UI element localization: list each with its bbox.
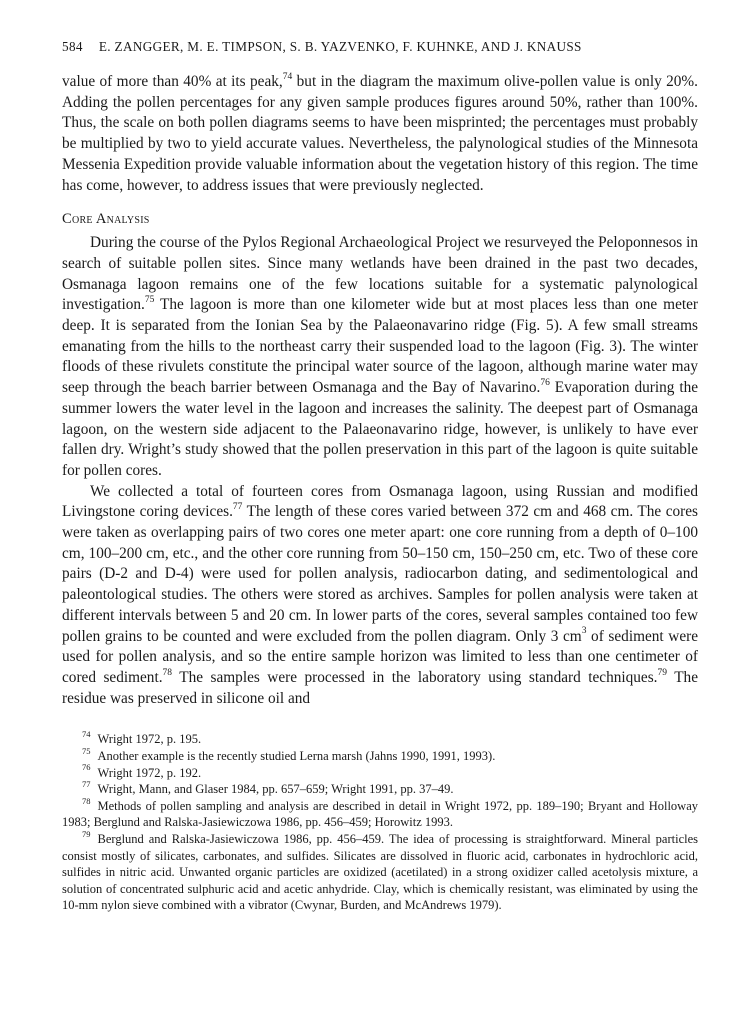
text-run: The lagoon is more than one kilometer wide but at most places less than one meter deep. It is separated from the Ionian Sea by the Palaeonavarino ridge (Fig. 5). A few small streams emanating from the hills to the northeast carry their suspended load to the lagoon (Fig. 3). The winter floods of these rivulets constitute the principal water source of the lagoon, although marine water may seep through the beach barrier between Osmanaga and the Bay of Navarino. <box>62 296 698 397</box>
text-run: During the course of the Pylos Regional Archaeological Project we resurveyed the Peloponnesos in search of suitable pollen sites. Since many wetlands have been drained in the past two decades, Osmanaga lagoon remains one of the few locations suitable for a systematic palynological investigation. <box>62 234 698 314</box>
footnote-text: Wright 1972, p. 192. <box>97 765 202 780</box>
footnote-text: Wright 1972, p. 195. <box>97 732 202 747</box>
footnote-number: 76 <box>82 762 91 773</box>
footnote <box>62 795 698 831</box>
footnote <box>62 731 698 748</box>
footnotes <box>62 731 698 914</box>
footnote-number: 77 <box>82 779 91 790</box>
footnote-ref-74[interactable]: 74 <box>282 71 293 82</box>
body-paragraph <box>62 233 698 481</box>
footnote-text: Another example is the recently studied Lerna marsh (Jahns 1990, 1991, 1993). <box>97 748 496 763</box>
section-heading: Core Analysis <box>62 211 150 228</box>
body-paragraph <box>62 482 698 710</box>
text-run: The samples were processed in the laboratory using standard techniques. <box>172 668 658 686</box>
page-number: 584 <box>62 39 83 54</box>
footnote-number: 74 <box>82 729 91 740</box>
journal-page <box>62 38 698 914</box>
footnote-text: Berglund and Ralska-Jasiewiczowa 1986, pp. 456–459. The idea of processing is straightforward. Mineral particles consist mostly of silicates, carbonates, and sulfides. Silicates are dissolved in fluoric acid, carbonates in hydrochloric acid, sulfides in nitric acid. Unwanted organic particles are oxidized (acetilated) in a strong oxidizer called acetolysis mixture, a solution of concentrated sulphuric acid and acetic anhydride. Clay, which is chemically resistant, was eliminated by using the 10-mm nylon sieve combined with a vibrator (Cwynar, Burden, and McAndrews 1979). <box>62 831 698 913</box>
running-header <box>62 38 698 56</box>
footnote-ref-79[interactable]: 79 <box>657 667 667 678</box>
footnote-number: 78 <box>82 795 91 806</box>
text-run: of sediment were used for pollen analysis, and so the entire sample horizon was limited to less than one centimeter of cored sediment. <box>62 627 699 686</box>
footnote-ref-77[interactable]: 77 <box>232 502 243 513</box>
footnote-ref-75[interactable]: 75 <box>144 295 155 306</box>
article-body <box>62 72 698 709</box>
footnote <box>62 762 698 782</box>
cubic-exponent: 3 <box>581 626 587 637</box>
footnote-text: Wright, Mann, and Glaser 1984, pp. 657–659; Wright 1991, pp. 37–49. <box>97 782 454 797</box>
text-run: Evaporation during the summer lowers the water level in the lagoon and increases the salinity. The deepest part of Osmanaga lagoon, on the western side adjacent to the Palaeonavarino ridge, however, is unlikely to have ever fallen dry. Wright’s study showed that the pollen preservation in this part of the lagoon is quite suitable for pollen cores. <box>62 379 699 479</box>
footnote <box>62 781 698 798</box>
footnote <box>62 828 698 914</box>
text-run: value of more than 40% at its peak, <box>62 73 283 90</box>
footnote <box>62 745 698 765</box>
text-run: but in the diagram the maximum olive-pollen value is only 20%. Adding the pollen percentages for any given sample produces figures around 50%, rather than 100%. Thus, the scale on both pollen diagrams seems to have been misprinted; the percentages must probably be multiplied by two to yield accurate values. Nevertheless, the palynological studies of the Minnesota Messenia Expedition provide valuable information about the vegetation history of this region. The time has come, however, to address issues that were previously neglected. <box>62 73 699 194</box>
footnote-ref-78[interactable]: 78 <box>162 667 173 678</box>
footnote-ref-76[interactable]: 76 <box>540 378 550 389</box>
footnote-text: Methods of pollen sampling and analysis are described in detail in Wright 1972, pp. 189–190; Bryant and Holloway 1983; Berglund and Ralska-Jasiewiczowa 1986, pp. 456–459; Horowitz 1993. <box>62 798 698 830</box>
text-run: The length of these cores varied between 372 cm and 468 cm. The cores were taken as overlapping pairs of two cores one meter apart: one core running from a depth of 0–100 cm, 100–200 cm, etc., and the other core running from 50–150 cm, 150–250 cm, etc. Two of these core pairs (D-2 and D-4) were used for pollen analysis, radiocarbon dating, and sedimentological and paleontological studies. The others were stored as archives. Samples for pollen analysis were taken at different intervals between 5 and 20 cm. In lower parts of the cores, several samples contained too few pollen grains to be counted and were excluded from the pollen diagram. Only 3 cm <box>62 503 698 645</box>
text-run: We collected a total of fourteen cores from Osmanaga lagoon, using Russian and modified Livingstone coring devices. <box>62 482 698 521</box>
intro-paragraph <box>62 72 698 196</box>
text-run: The residue was preserved in silicone oil and <box>62 668 698 707</box>
footnote-number: 75 <box>82 745 91 756</box>
footnote-number: 79 <box>82 828 91 839</box>
running-head-authors: E. ZANGGER, M. E. TIMPSON, S. B. YAZVENKO, F. KUHNKE, AND J. KNAUSS <box>98 39 582 54</box>
